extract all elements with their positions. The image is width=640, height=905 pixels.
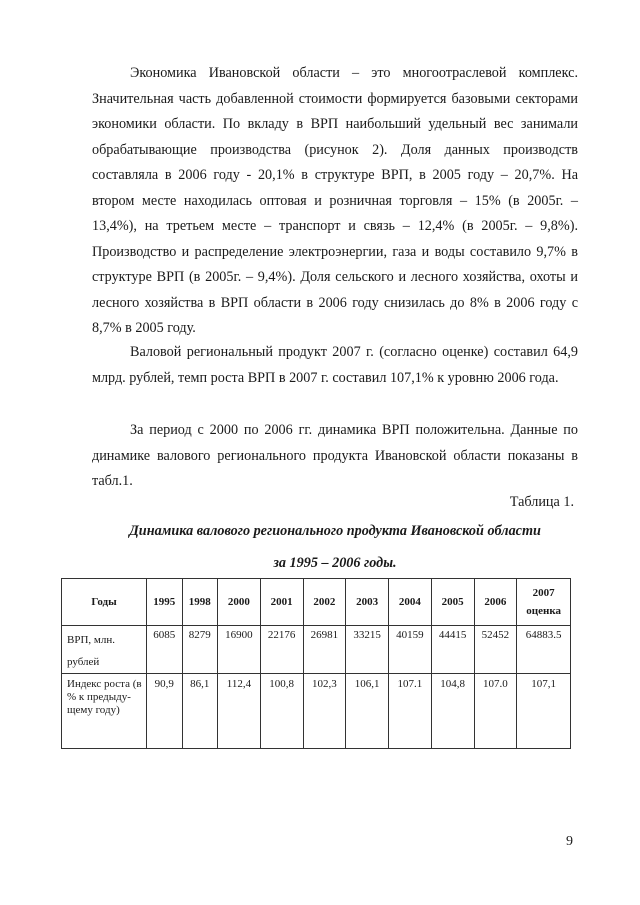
grp-value: 16900 bbox=[218, 626, 261, 674]
header-year-2007-note: оценка bbox=[526, 605, 561, 617]
index-value: 102,3 bbox=[303, 674, 346, 749]
header-years-label: Годы bbox=[62, 579, 147, 626]
index-value: 107.0 bbox=[474, 674, 517, 749]
header-year: 2006 bbox=[474, 579, 517, 626]
row-label-grp: ВРП, млн. рублей bbox=[62, 626, 147, 674]
grp-value: 8279 bbox=[182, 626, 218, 674]
grp-value: 44415 bbox=[431, 626, 474, 674]
grp-value: 33215 bbox=[346, 626, 389, 674]
grp-value: 6085 bbox=[147, 626, 183, 674]
header-year: 2003 bbox=[346, 579, 389, 626]
table-row-grp bbox=[62, 626, 571, 674]
index-value: 112,4 bbox=[218, 674, 261, 749]
index-value: 104,8 bbox=[431, 674, 474, 749]
grp-value: 22176 bbox=[260, 626, 303, 674]
index-value: 86,1 bbox=[182, 674, 218, 749]
index-value: 106,1 bbox=[346, 674, 389, 749]
row-label-growth-index: Индекс роста (в % к предыду-щему году) bbox=[62, 674, 147, 749]
table-title-line2: за 1995 – 2006 годы. bbox=[273, 555, 397, 571]
grp-table bbox=[61, 578, 571, 749]
header-year: 2002 bbox=[303, 579, 346, 626]
header-year: 2005 bbox=[431, 579, 474, 626]
header-year: 2001 bbox=[260, 579, 303, 626]
index-value: 90,9 bbox=[147, 674, 183, 749]
grp-value: 52452 bbox=[474, 626, 517, 674]
grp-value: 64883.5 bbox=[517, 626, 571, 674]
header-year: 1995 bbox=[147, 579, 183, 626]
index-value: 107,1 bbox=[517, 674, 571, 749]
header-year: 2000 bbox=[218, 579, 261, 626]
paragraph-grp-2007: Валовой региональный продукт 2007 г. (согласно оценке) составил 64,9 млрд. рублей, темп роста ВРП в 2007 г. составил 107,1% к уровню 2006 года. bbox=[92, 344, 578, 386]
paragraph-economy-structure: Экономика Ивановской области – это многоотраслевой комплекс. Значительная часть добавленной стоимости формируется базовыми секторами экономики области. По вкладу в ВРП наибольший удельный вес занимали обрабатывающие производства (рисунок 2). Доля данных производств составляла в 2006 году - 20,1% в структуре ВРП, в 2005 году – 20,7%. На втором месте находилась оптовая и розничная торговля – 15% (в 2005г. – 13,4%), на третьем месте – транспорт и связь – 12,4% (в 2005г. – 9,8%). Производство и распределение электроэнергии, газа и воды составило 9,7% в структуре ВРП (в 2005г. – 9,4%). Доля сельского и лесного хозяйства, охоты и лесного хозяйства в ВРП области в 2006 году снизилась до 8% в 2006 году с 8,7% в 2005 году. bbox=[92, 65, 578, 336]
table-header-row bbox=[62, 579, 571, 626]
header-year-2007-value: 2007 bbox=[532, 587, 555, 599]
grp-value: 26981 bbox=[303, 626, 346, 674]
header-year-2007 bbox=[517, 579, 571, 626]
table-title-line1: Динамика валового регионального продукта Ивановской области bbox=[129, 523, 541, 539]
paragraph-grp-dynamics: За период с 2000 по 2006 гг. динамика ВРП положительна. Данные по динамике валового регионального продукта Ивановской области показаны в табл.1. bbox=[92, 422, 578, 489]
table-caption: Таблица 1. bbox=[509, 494, 574, 510]
index-value: 107.1 bbox=[389, 674, 432, 749]
grp-value: 40159 bbox=[389, 626, 432, 674]
header-year: 1998 bbox=[182, 579, 218, 626]
header-year: 2004 bbox=[389, 579, 432, 626]
table-row-growth-index bbox=[62, 674, 571, 749]
index-value: 100,8 bbox=[260, 674, 303, 749]
page-number: 9 bbox=[566, 834, 573, 849]
